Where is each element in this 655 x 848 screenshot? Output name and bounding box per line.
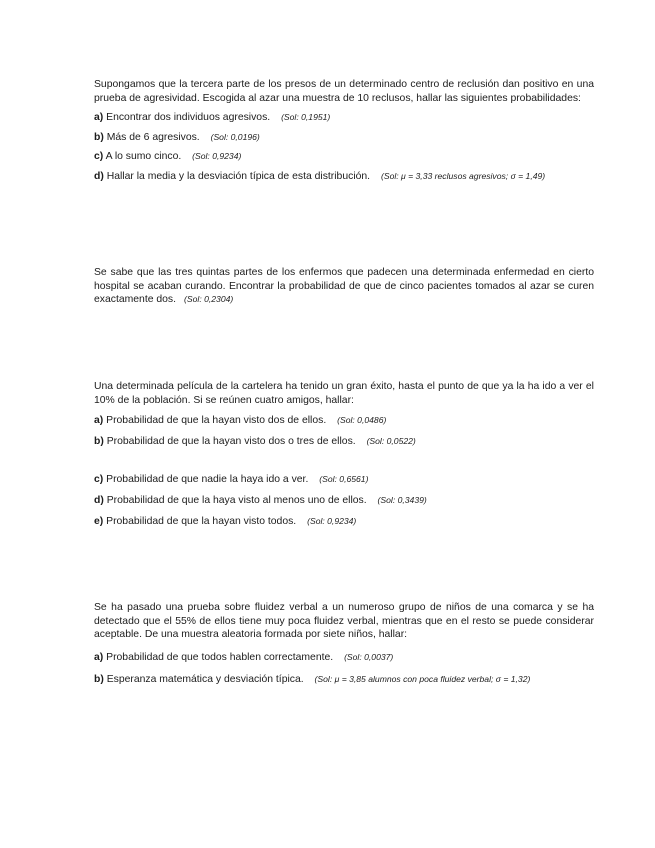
item-text: Encontrar dos individuos agresivos. [106,112,271,124]
item-solution: (Sol: μ = 3,85 alumnos con poca fluidez verbal; σ = 1,32) [314,674,531,685]
item-solution: (Sol: 0,1951) [281,112,331,123]
list-item [94,435,594,449]
list-item [94,150,594,164]
item-text: Probabilidad de que la hayan visto todos. [106,515,297,527]
item-text: Probabilidad de que todos hablen correctamente. [106,651,334,663]
item-solution: (Sol: 0,3439) [377,494,427,505]
item-solution: (Sol: 0,0522) [366,435,416,446]
item-solution: (Sol: 0,0196) [210,131,260,142]
item-solution: (Sol: 0,0037) [344,651,394,662]
problem-statement [94,266,594,307]
item-solution: (Sol: 0,0486) [337,415,387,426]
item-letter: b) [94,674,104,686]
item-letter: b) [94,131,104,143]
statement-text: Se sabe que las tres quintas partes de los enfermos que padecen una determinada enfermedad en cierto hospital se acaban curando. Encontrar la probabilidad de que de cinco pacientes tomados al azar se curen exactamente dos. [94,267,594,306]
list-item [94,111,594,125]
list-item [94,494,594,508]
item-letter: a) [94,112,104,124]
item-letter: e) [94,515,104,527]
item-text: Probabilidad de que nadie la haya ido a ver. [106,474,309,486]
problem-statement: Supongamos que la tercera parte de los presos de un determinado centro de reclusión dan positivo en una prueba de agresividad. Escogida al azar una muestra de 10 reclusos, hallar las siguientes probabilidades: [94,79,594,104]
item-text: Hallar la media y la desviación típica de esta distribución. [106,170,371,182]
item-letter: b) [94,435,104,447]
item-letter: a) [94,651,104,663]
item-solution: (Sol: 0,9234) [192,151,242,162]
item-text: Probabilidad de que la hayan visto dos de ellos. [106,415,327,427]
item-text: Esperanza matemática y desviación típica. [106,674,304,686]
list-item [94,673,594,687]
list-item [94,473,594,487]
item-solution: (Sol: μ = 3,33 reclusos agresivos; σ = 1,49) [380,170,546,181]
problem-1 [94,78,594,184]
item-text: Más de 6 agresivos. [106,131,200,143]
list-item [94,515,594,529]
problem-solution: (Sol: 0,2304) [184,294,234,305]
problem-statement: Una determinada película de la cartelera ha tenido un gran éxito, hasta el punto de que ya la ha ido a ver el 10% de la población. Si se reúnen cuatro amigos, hallar: [94,381,594,406]
list-item [94,651,594,665]
item-text: A lo sumo cinco. [105,151,182,163]
item-letter: a) [94,415,104,427]
item-text: Probabilidad de que la haya visto al menos uno de ellos. [106,494,367,506]
item-text: Probabilidad de que la hayan visto dos o tres de ellos. [106,435,356,447]
problem-statement: Se ha pasado una prueba sobre fluidez verbal a un numeroso grupo de niños de una comarca y se ha detectado que el 55% de ellos tiene muy poca fluidez verbal, mientras que en el resto se puede considerar aceptable. De una muestra aleatoria formada por siete niños, hallar: [94,602,594,641]
list-item [94,170,594,184]
item-letter: c) [94,474,104,486]
problem-2 [94,266,594,307]
item-solution: (Sol: 0,9234) [307,515,357,526]
list-item [94,414,594,428]
item-solution: (Sol: 0,6561) [319,474,369,485]
item-letter: d) [94,494,104,506]
item-letter: d) [94,170,104,182]
problem-3 [94,380,594,528]
list-item [94,131,594,145]
problem-4 [94,601,594,687]
item-letter: c) [94,151,104,163]
